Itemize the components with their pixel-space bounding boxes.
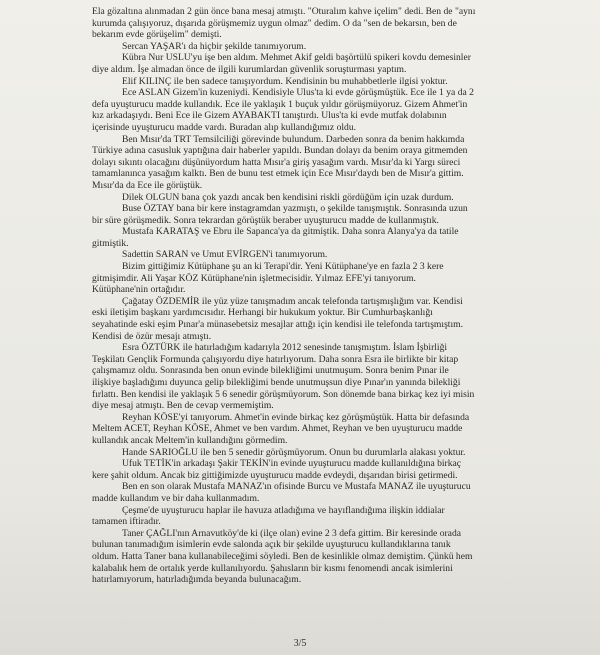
text-line: kız arkadaşıydı. Beni Ece ile Gizem AYABAKTI tanıştırdı. Ulus'ta ki evde mutfak dolabının — [92, 110, 447, 122]
text-line: Kütüphane'nin ortağıdır. — [92, 284, 186, 296]
text-line: oldum. Hatta Taner bana kullanabileceğimi söyledi. Ben de kesinlikle olmaz demiştim. Çünkü hem — [92, 550, 473, 562]
text-line: bekarım evde görüşelim" demişti. — [92, 29, 222, 41]
text-line: diye mesaj atmıştı. Ben de cevap vermemiştim. — [92, 400, 274, 412]
text-line: tamamen iftiradır. — [92, 516, 161, 528]
text-line: gitmiştik. — [92, 237, 129, 249]
text-line: madde kullandım ve bir daha kullanmadım. — [92, 492, 260, 504]
text-line: Kübra Nur USLU'yu işe ben aldım. Mehmet Akif geldi başörtülü spikeri kovdu demesinler — [122, 52, 471, 64]
text-line: çalışmamız oldu. Sonrasında ben onun evinde bilekliğimi unutmuşum. Sonra benim Pınar ile — [92, 365, 449, 377]
text-line: diye aldım. İşe almadan önce de ilgili kurumlardan güvenlik soruşturması yaptım. — [92, 63, 407, 75]
text-line: Ece ASLAN Gizem'in kuzeniydi. Kendisiyle Ulus'ta ki evde görüşmüştük. Ece ile 1 ya da 2 — [122, 87, 474, 99]
text-line: Dilek OLGUN bana çok yazdı ancak ben kendisini riskli gördüğüm için uzak durdum. — [122, 191, 454, 203]
text-line: tamamlanınca yasağım kalktı. Ben de bunu test etmek için Ece Mısır'daydı ben de Mısır'a gittim. — [92, 168, 464, 180]
text-line: defa uyuşturucu madde kullandık. Ece ile yaklaşık 1 buçuk yıldır görüşmüyoruz. Gizem Ahmet'in — [92, 98, 468, 110]
text-line: gitmişimdir. Ali Yaşar KÖZ Kütüphane'nin işletmecisidir. Yılmaz EFE'yi tanıyorum. — [92, 272, 416, 284]
text-line: Mısır'da da Ece ile görüştük. — [92, 179, 203, 191]
text-line: Elif KILINÇ ile ben sadece tanışıyordum. Kendisinin bu muhabbetlerle ilgisi yoktur. — [122, 75, 448, 87]
text-line: kalabalık hem de ortalık yerde kullanılıyordu. Şahısların bir kısmı fenomendi ancak isimlerini — [92, 562, 453, 574]
text-line: Esra ÖZTÜRK ile hatırladığım kadarıyla 2012 senesinde tanışmıştım. İslam İşbirliği — [122, 342, 448, 354]
document-body — [92, 6, 544, 586]
text-line: Ela gözaltına alınmadan 2 gün önce bana mesaj atmıştı. "Oturalım kahve içelim" dedi. Ben de "aynı — [92, 6, 476, 17]
text-line: Ufuk TETİK'in arkadaşı Şakir TEKİN'in evinde uyuşturucu madde kullanıldığına birkaç — [122, 458, 462, 470]
text-line: dolayı sıkıntı olacağını düşünüyordum hatta Mısır'a giriş yasağım vardı. Mısır'da ki Yargı süreci — [92, 156, 461, 168]
text-line: Taner ÇAĞLI'nın Arnavutköy'de ki (ilçe olan) evine 2 3 defa gittim. Bir keresinde orada — [122, 527, 461, 539]
text-line: Çeşme'de uyuşturucu haplar ile havuza atladığıma ve hayıflandığıma ilişkin iddialar — [122, 504, 445, 516]
text-line: eski iletişim başkanı yardımcısıdır. Herhangi bir hukukum yoktur. Bir Cumhurbaşkanlığı — [92, 307, 433, 319]
text-line: Sadettin SARAN ve Umut EVİRGEN'i tanımıyorum. — [122, 249, 328, 261]
text-line: Mustafa KARATAŞ ve Ebru ile Sapanca'ya da gitmiştik. Daha sonra Alanya'ya da tatile — [122, 226, 459, 238]
text-line: kurumda çalışıyoruz, dışarıda görüşmemiz uygun olmaz" dedim. O da "sen de bekarsın, ben de — [92, 17, 457, 29]
text-line: Buse ÖZTAY bana bir kere instagramdan yazmıştı, o şekilde tanışmıştık. Sonrasında uzun — [122, 203, 468, 215]
text-line: Hande SARIOĞLU ile ben 5 senedir görüşmüyorum. Onun bu durumlarla alakası yoktur. — [122, 446, 466, 458]
text-line: Teşkilatı Gençlik Formunda çalışıyordu diye hatırlıyorum. Daha sonra Esra ile birlikte bir kitap — [92, 353, 459, 365]
text-line: seyahatinde eski eşim Pınar'a münasebetsiz mesajlar attığı için kendisi ile telefonda tartışmıştım. — [92, 319, 463, 331]
text-line: bir süre görüşmedik. Sonra tekrardan görüştük beraber uyuşturucu madde de kullanmıştık. — [92, 214, 439, 226]
text-line: içerisinde uyuşturucu madde vardı. Buradan alıp kullandığımız oldu. — [92, 121, 357, 133]
text-line: Sercan YAŞAR'ı da hiçbir şekilde tanımıyorum. — [122, 40, 307, 52]
text-line: Türkiye adına casusluk yaptığına dair haberler yapıldı. Bundan dolayı da benim oraya gitmemden — [92, 145, 468, 157]
text-line: bulunan tanımadığım isimlerin evde salonda açık bir şekilde uyuşturucu kullandıklarına tanık — [92, 539, 451, 551]
text-line: hatırlamıyorum, hatırladığımda beyanda bulunacağım. — [92, 574, 302, 586]
text-line: kullandık ancak Meltem'in kullandığını görmedim. — [92, 434, 288, 446]
text-line: kere şahit oldum. Ancak biz gittiğimizde uyuşturucu madde evdeydi, dışarıdan birisi getirmedi. — [92, 469, 458, 481]
text-line: Ben en son olarak Mustafa MANAZ'ın ofisinde Burcu ve Mustafa MANAZ ile uyuşturucu — [122, 481, 471, 493]
text-line: Reyhan KÖSE'yi tanıyorum. Ahmet'in evinde birkaç kez görüşmüştük. Hatta bir defasında — [122, 411, 470, 423]
text-line: Kendisi de özür mesajı atmıştı. — [92, 330, 212, 342]
text-line: Ben Mısır'da TRT Temsilciliği görevinde bulundum. Darbeden sonra da benim hakkımda — [122, 133, 465, 145]
text-line: Meltem ACET, Reyhan KÖSE, Ahmet ve ben vardım. Ahmet, Reyhan ve ben uyuşturucu madde — [92, 423, 463, 435]
text-line: ilişkiye başladığımı duyunca gelip bilekliğimi bende unutmuşsun diye Pınar'ın yanında bilekliği — [92, 377, 461, 388]
text-line: fırlattı. Ben kendisi ile yaklaşık 5 6 senedir görüşmüyorum. Son dönemde bana birkaç kez iyi misin — [92, 388, 475, 400]
text-line: Bizim gittiğimiz Kütüphane şu an ki Terapi'dir. Yeni Kütüphane'ye en fazla 2 3 kere — [122, 261, 444, 273]
page-number: 3/5 — [293, 638, 307, 649]
text-line: Çağatay ÖZDEMİR ile yüz yüze tanışmadım ancak telefonda tartışmışlığım var. Kendisi — [122, 295, 463, 307]
